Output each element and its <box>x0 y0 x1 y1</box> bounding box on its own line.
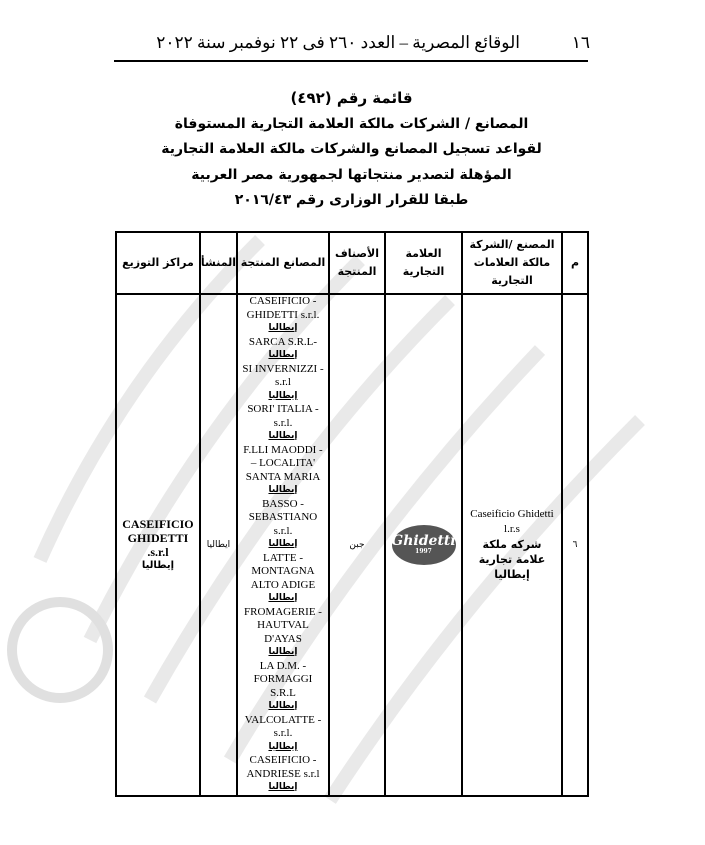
factory-name-line: LATTE - <box>262 551 303 564</box>
factory-entry <box>238 403 328 444</box>
factory-name-line: SEBASTIANO <box>248 511 318 523</box>
header-factories: المصانع المنتجة <box>237 232 329 294</box>
factory-country: إيطاليا <box>268 782 298 792</box>
factory-name-line: ALTO ADIGE <box>250 578 316 591</box>
factory-name-line: LA D.M. - <box>259 659 307 672</box>
factory-name-line: F.LLI MAODDI - <box>243 443 323 456</box>
companies-table <box>115 231 589 797</box>
factory-name-line: D'AYAS <box>264 632 302 645</box>
factory-name-line: SARCA S.R.L- <box>248 335 318 348</box>
factory-country: إيطاليا <box>268 350 298 360</box>
factory-name-line: BASSO - <box>262 497 304 510</box>
factory-name-line: FROMAGERIE - <box>244 605 322 618</box>
factory-entry <box>238 295 328 336</box>
logo-year: 1997 <box>415 547 432 555</box>
factory-name-line: GHIDETTI s.r.l. <box>246 308 320 321</box>
owner-suffix: l.r.s <box>504 523 520 536</box>
header-rule <box>114 60 588 62</box>
factory-entry <box>238 754 328 795</box>
list-number-title: قائمة رقم (٤٩٢) <box>290 89 413 107</box>
distributor-name-2: GHIDETTI s.r.l. <box>127 530 189 559</box>
row-number: ٦ <box>562 294 588 796</box>
page-number: ١٦ <box>571 33 590 52</box>
factory-country: إيطاليا <box>268 390 298 401</box>
header-products: الأصناف المنتجة <box>329 232 385 294</box>
owner-name: Caseificio Ghidetti <box>470 508 554 521</box>
gazette-issue: الوقائع المصرية – العدد ٢٦٠ فى ٢٢ نوفمبر سنة ٢٠٢٢ <box>156 33 520 52</box>
factory-name-line: VALCOLATTE - <box>244 713 322 726</box>
factory-entry <box>238 336 328 363</box>
factory-name-line: ANDRIESE s.r.l <box>246 767 320 780</box>
table-header-row <box>116 232 588 294</box>
factory-country: إيطاليا <box>268 323 298 333</box>
ghidetti-logo <box>392 525 456 565</box>
owner-country: إيطاليا <box>494 568 530 582</box>
factory-name-line: s.r.l. <box>273 524 293 537</box>
factory-name-line: s.r.l <box>275 376 291 388</box>
distributor-country: إيطاليا <box>141 559 175 571</box>
factory-entry <box>238 606 328 660</box>
factory-name-line: SI INVERNIZZI - <box>242 362 324 375</box>
factory-name-line: S.R.L <box>270 686 296 699</box>
factory-country: إيطاليا <box>268 593 298 603</box>
factory-entry <box>238 552 328 606</box>
factory-country: إيطاليا <box>268 741 298 752</box>
factory-name-line: CASEIFICIO - <box>249 754 317 766</box>
factory-country: إيطاليا <box>268 539 298 549</box>
origin-cell: ايطاليا <box>200 294 237 796</box>
factory-entry <box>238 363 328 404</box>
factory-entry <box>238 444 328 498</box>
logo-text: Ghidetti <box>391 532 456 549</box>
header-origin: المنشأ <box>200 232 237 294</box>
factory-name-line: FORMAGGI <box>253 673 313 685</box>
title-line: المصانع / الشركات مالكة العلامة التجارية المستوفاة <box>174 115 529 132</box>
brand-cell <box>385 294 462 796</box>
header-owner: المصنع /الشركة مالكة العلامات التجارية <box>462 232 562 294</box>
factory-country: إيطاليا <box>268 431 298 441</box>
owner-type: شركه ملكة <box>482 538 542 552</box>
title-line: المؤهلة لتصدير منتجاتها لجمهورية مصر العربية <box>191 166 512 183</box>
factory-name-line: SANTA MARIA <box>245 470 321 483</box>
table-row <box>116 294 588 796</box>
products-cell: جبن <box>329 294 385 796</box>
factory-name-line: HAUTVAL <box>257 619 309 631</box>
factory-name-line: SORI' ITALIA - <box>247 403 319 415</box>
header-distribution: مراكز التوزيع <box>116 232 200 294</box>
factory-name-line: – LOCALITA' <box>250 457 316 469</box>
factory-entry <box>238 714 328 755</box>
owner-cell <box>462 294 562 796</box>
header-num: م <box>562 232 588 294</box>
header-brand: العلامة التجارية <box>385 232 462 294</box>
distribution-cell <box>116 294 200 796</box>
document-title <box>115 86 588 214</box>
factory-entry <box>238 498 328 552</box>
factory-entry <box>238 660 328 714</box>
factory-name-line: s.r.l. <box>273 727 293 739</box>
factory-name-line: CASEIFICIO - <box>249 295 317 307</box>
factories-cell <box>237 294 329 796</box>
owner-type-2: علامة تجارية <box>478 553 546 567</box>
factory-country: إيطاليا <box>268 485 298 495</box>
distributor-name: CASEIFICIO <box>122 516 194 531</box>
page-header <box>156 33 590 53</box>
factory-name-line: s.r.l. <box>273 416 293 429</box>
title-line: طبقا للقرار الوزارى رقم ٢٠١٦/٤٣ <box>234 192 469 208</box>
factory-country: إيطاليا <box>268 647 298 657</box>
title-line: لقواعد تسجيل المصانع والشركات مالكة العلامة التجارية <box>161 141 542 157</box>
factory-name-line: MONTAGNA <box>251 565 315 577</box>
factory-country: إيطاليا <box>268 701 298 711</box>
